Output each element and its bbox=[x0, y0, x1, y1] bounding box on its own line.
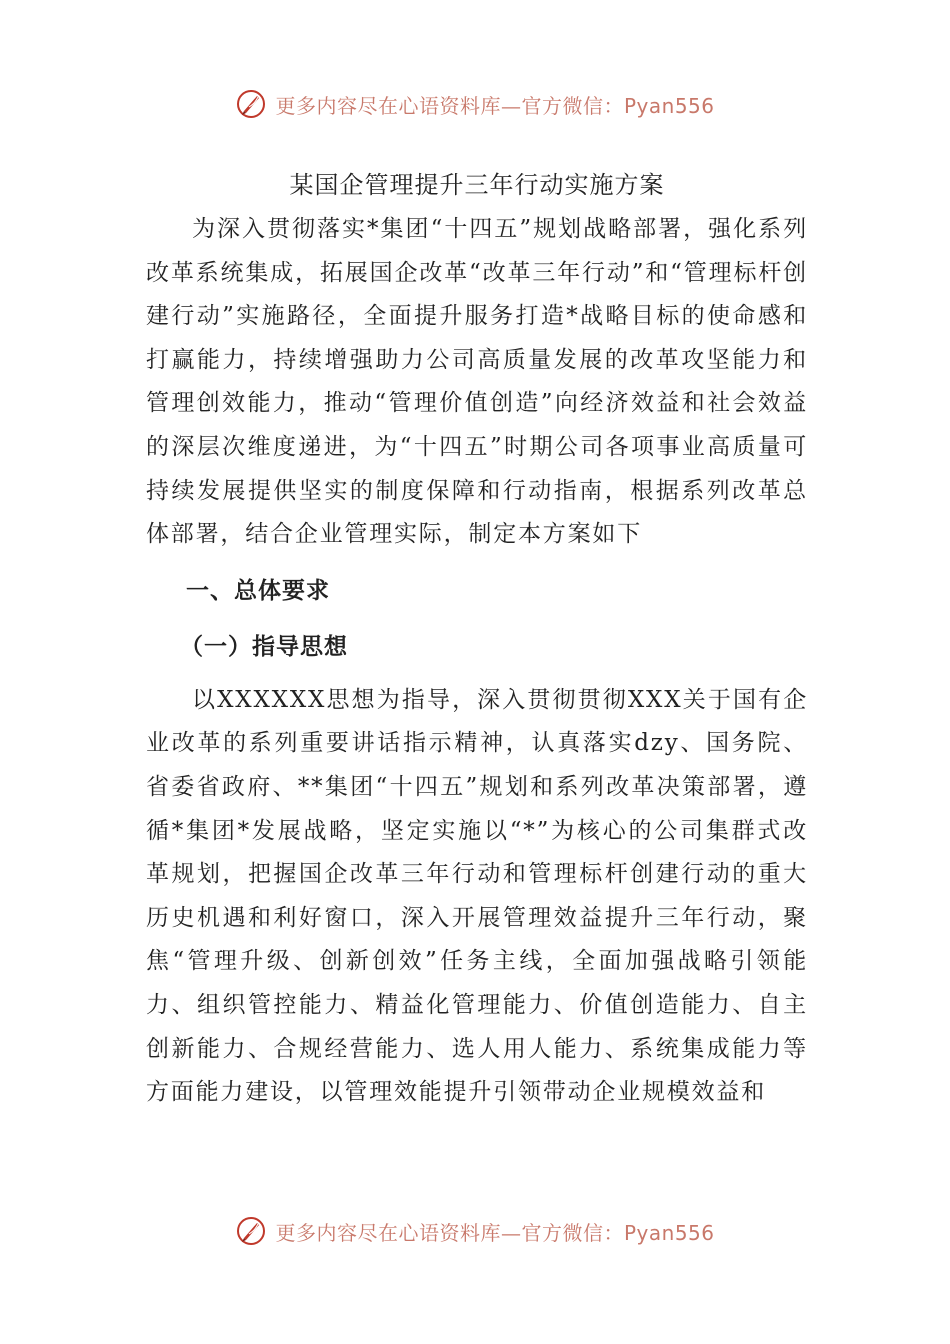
document-body bbox=[146, 162, 808, 1115]
intro-paragraph: 为深入贯彻落实*集团“十四五”规划战略部署，强化系列改革系统集成，拓展国企改革“改革三年行动”和“管理标杆创建行动”实施路径，全面提升服务打造*战略目标的使命感和打赢能力，持续增强助力公司高质量发展的改革攻坚能力和管理创效能力，推动“管理价值创造”向经济效益和社会效益的深层次维度递进，为“十四五”时期公司各项事业高质量可持续发展提供坚实的制度保障和行动指南，根据系列改革总体部署，结合企业管理实际，制定本方案如下 bbox=[146, 216, 808, 548]
quill-pen-icon bbox=[235, 88, 267, 120]
footer-watermark bbox=[0, 1209, 950, 1253]
header-watermark bbox=[0, 82, 950, 126]
watermark-text: 更多内容尽在心语资料库—官方微信：Pyan556 bbox=[275, 93, 715, 118]
quill-pen-icon bbox=[235, 1215, 267, 1247]
section-heading-general-requirements: 一、总体要求 bbox=[186, 577, 330, 604]
subsection-heading-guiding-ideology: （一）指导思想 bbox=[180, 633, 348, 660]
watermark-wechat-id: Pyan556 bbox=[623, 93, 715, 118]
guiding-ideology-paragraph: 以XXXXXX思想为指导，深入贯彻贯彻XXX关于国有企业改革的系列重要讲话指示精神，认真落实dzy、国务院、省委省政府、**集团“十四五”规划和系列改革决策部署，遵循*集团*发展战略，坚定实施以“*”为核心的公司集群式改革规划，把握国企改革三年行动和管理标杆创建行动的重大历史机遇和利好窗口，深入开展管理效益提升三年行动，聚焦“管理升级、创新创效”任务主线，全面加强战略引领能力、组织管控能力、精益化管理能力、价值创造能力、自主创新能力、合规经营能力、选人用人能力、系统集成能力等方面能力建设，以管理效能提升引领带动企业规模效益和 bbox=[146, 686, 808, 1106]
watermark-wechat-id: Pyan556 bbox=[623, 1220, 715, 1245]
watermark-text: 更多内容尽在心语资料库—官方微信：Pyan556 bbox=[275, 1220, 715, 1245]
document-title: 某国企管理提升三年行动实施方案 bbox=[289, 171, 665, 199]
